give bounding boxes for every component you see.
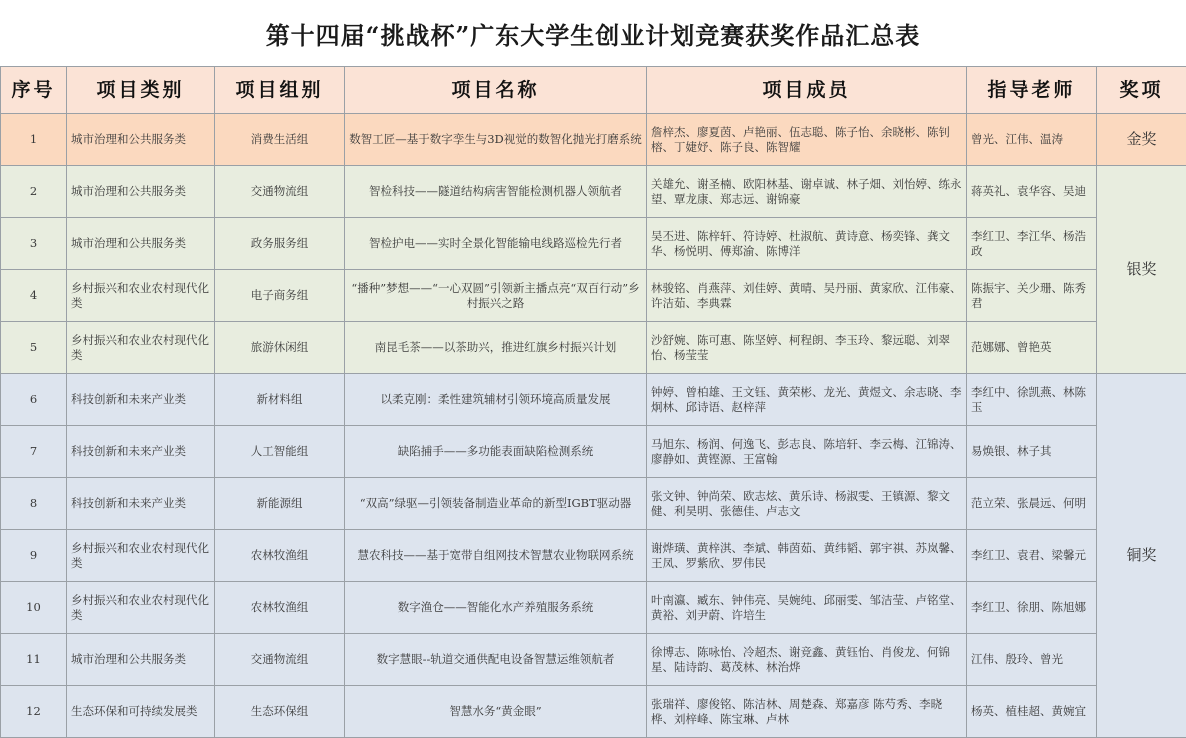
cell-no: 5 xyxy=(1,322,67,374)
cell-group: 生态环保组 xyxy=(215,686,345,738)
table-header-row xyxy=(1,67,1186,114)
cell-advisors: 范娜娜、曾艳英 xyxy=(967,322,1097,374)
cell-advisors: 曾光、江伟、温涛 xyxy=(967,114,1097,166)
cell-no: 8 xyxy=(1,478,67,530)
cell-members: 钟婷、曾柏雄、王文钰、黄荣彬、龙光、黄煜文、余志晓、李炯林、邱诗语、赵梓萍 xyxy=(647,374,967,426)
col-header-category: 项目类别 xyxy=(67,67,215,114)
cell-no: 4 xyxy=(1,270,67,322)
cell-group: 电子商务组 xyxy=(215,270,345,322)
cell-category: 城市治理和公共服务类 xyxy=(67,114,215,166)
cell-name: 南昆毛茶——以茶助兴，推进红旗乡村振兴计划 xyxy=(345,322,647,374)
page-title: 第十四届“挑战杯”广东大学生创业计划竞赛获奖作品汇总表 xyxy=(0,0,1186,66)
cell-no: 3 xyxy=(1,218,67,270)
cell-group: 农林牧渔组 xyxy=(215,530,345,582)
cell-members: 詹梓杰、廖夏茵、卢艳丽、伍志聪、陈子怡、余晓彬、陈钊榕、丁婕妤、陈子良、陈智耀 xyxy=(647,114,967,166)
col-header-award: 奖项 xyxy=(1097,67,1186,114)
cell-category: 城市治理和公共服务类 xyxy=(67,634,215,686)
cell-advisors: 李红卫、李江华、杨浩政 xyxy=(967,218,1097,270)
cell-name: 智检护电——实时全景化智能输电线路巡检先行者 xyxy=(345,218,647,270)
col-header-group: 项目组别 xyxy=(215,67,345,114)
cell-name: 智检科技——隧道结构病害智能检测机器人领航者 xyxy=(345,166,647,218)
cell-group: 政务服务组 xyxy=(215,218,345,270)
cell-members: 关雄允、谢圣楠、欧阳林基、谢卓诚、林子畑、刘怡婷、练永望、覃龙康、郑志远、谢锦豪 xyxy=(647,166,967,218)
cell-name: 数字慧眼--轨道交通供配电设备智慧运维领航者 xyxy=(345,634,647,686)
cell-advisors: 范立荣、张晨远、何明 xyxy=(967,478,1097,530)
cell-group: 新材料组 xyxy=(215,374,345,426)
cell-no: 9 xyxy=(1,530,67,582)
table-row xyxy=(1,166,1186,218)
cell-members: 张瑞祥、廖俊铭、陈洁林、周楚森、郑嘉彦 陈芍秀、李晓桦、刘梓峰、陈宝琳、卢林 xyxy=(647,686,967,738)
cell-no: 1 xyxy=(1,114,67,166)
col-header-advisors: 指导老师 xyxy=(967,67,1097,114)
cell-name: 缺陷捕手——多功能表面缺陷检测系统 xyxy=(345,426,647,478)
cell-name: 慧农科技——基于宽带自组网技术智慧农业物联网系统 xyxy=(345,530,647,582)
table-row xyxy=(1,218,1186,270)
table-row xyxy=(1,582,1186,634)
cell-group: 农林牧渔组 xyxy=(215,582,345,634)
cell-category: 生态环保和可持续发展类 xyxy=(67,686,215,738)
cell-category: 乡村振兴和农业农村现代化类 xyxy=(67,530,215,582)
cell-category: 城市治理和公共服务类 xyxy=(67,166,215,218)
cell-no: 12 xyxy=(1,686,67,738)
cell-members: 林骏铭、肖燕萍、刘佳婷、黄晴、吴丹丽、黄家欣、江伟豪、许洁茹、李典霖 xyxy=(647,270,967,322)
cell-name: 智慧水务“黄金眼” xyxy=(345,686,647,738)
table-row xyxy=(1,114,1186,166)
col-header-name: 项目名称 xyxy=(345,67,647,114)
table-row xyxy=(1,530,1186,582)
table-row xyxy=(1,426,1186,478)
cell-name: 数字渔仓——智能化水产养殖服务系统 xyxy=(345,582,647,634)
cell-members: 吴丕进、陈梓轩、符诗婷、杜淑航、黄诗意、杨奕锋、龚文华、杨悦明、傅郑渝、陈博洋 xyxy=(647,218,967,270)
cell-members: 沙舒婉、陈可惠、陈坚婷、柯程朗、李玉玲、黎远聪、刘翠怡、杨莹莹 xyxy=(647,322,967,374)
cell-category: 城市治理和公共服务类 xyxy=(67,218,215,270)
cell-group: 交通物流组 xyxy=(215,166,345,218)
col-header-members: 项目成员 xyxy=(647,67,967,114)
cell-name: 以柔克刚：柔性建筑辅材引领环境高质量发展 xyxy=(345,374,647,426)
cell-advisors: 江伟、殷玲、曾光 xyxy=(967,634,1097,686)
cell-category: 科技创新和未来产业类 xyxy=(67,426,215,478)
cell-category: 乡村振兴和农业农村现代化类 xyxy=(67,582,215,634)
cell-category: 科技创新和未来产业类 xyxy=(67,478,215,530)
cell-members: 马旭东、杨润、何逸飞、彭志良、陈培轩、李云梅、江锦涛、廖静如、黄铿源、王富翰 xyxy=(647,426,967,478)
cell-category: 乡村振兴和农业农村现代化类 xyxy=(67,270,215,322)
cell-no: 6 xyxy=(1,374,67,426)
awards-table xyxy=(0,66,1186,738)
award-bronze: 铜奖 xyxy=(1097,374,1186,738)
cell-no: 10 xyxy=(1,582,67,634)
cell-no: 11 xyxy=(1,634,67,686)
table-row xyxy=(1,634,1186,686)
cell-group: 旅游休闲组 xyxy=(215,322,345,374)
cell-members: 叶南瀛、臧东、钟伟亮、吴婉纯、邱丽雯、邹洁莹、卢铭堂、黄裕、刘尹蔚、许培生 xyxy=(647,582,967,634)
cell-name: 数智工匠—基于数字孪生与3D视觉的数智化抛光打磨系统 xyxy=(345,114,647,166)
cell-no: 7 xyxy=(1,426,67,478)
award-silver: 银奖 xyxy=(1097,166,1186,374)
table-row xyxy=(1,270,1186,322)
cell-advisors: 杨英、植桂超、黄婉宜 xyxy=(967,686,1097,738)
cell-no: 2 xyxy=(1,166,67,218)
cell-advisors: 陈振宇、关少珊、陈秀君 xyxy=(967,270,1097,322)
cell-category: 乡村振兴和农业农村现代化类 xyxy=(67,322,215,374)
cell-name: “播种”梦想——“一心双圆”引领新主播点亮“双百行动”乡村振兴之路 xyxy=(345,270,647,322)
table-row xyxy=(1,478,1186,530)
cell-group: 交通物流组 xyxy=(215,634,345,686)
table-row xyxy=(1,322,1186,374)
cell-advisors: 李红卫、徐朋、陈旭娜 xyxy=(967,582,1097,634)
cell-category: 科技创新和未来产业类 xyxy=(67,374,215,426)
table-row xyxy=(1,374,1186,426)
cell-advisors: 蒋英礼、袁华容、吴迪 xyxy=(967,166,1097,218)
cell-group: 新能源组 xyxy=(215,478,345,530)
cell-advisors: 李红中、徐凯燕、林陈玉 xyxy=(967,374,1097,426)
cell-group: 人工智能组 xyxy=(215,426,345,478)
cell-members: 徐博志、陈咏怡、冷超杰、谢竞鑫、黄钰怡、肖俊龙、何锦星、陆诗韵、葛茂林、林治烨 xyxy=(647,634,967,686)
col-header-no: 序号 xyxy=(1,67,67,114)
cell-advisors: 李红卫、袁君、梁馨元 xyxy=(967,530,1097,582)
award-gold: 金奖 xyxy=(1097,114,1186,166)
cell-group: 消费生活组 xyxy=(215,114,345,166)
cell-name: “双高”绿驱—引领装备制造业革命的新型IGBT驱动器 xyxy=(345,478,647,530)
cell-advisors: 易焕银、林子其 xyxy=(967,426,1097,478)
cell-members: 张文钟、钟尚荣、欧志炫、黄乐诗、杨淑雯、王镇源、黎文健、利昊明、张德佳、卢志文 xyxy=(647,478,967,530)
cell-members: 谢烨璜、黄梓淇、李斌、韩茵茹、黄纬韬、郭宇祺、苏岚馨、王凤、罗紫欣、罗伟民 xyxy=(647,530,967,582)
table-row xyxy=(1,686,1186,738)
